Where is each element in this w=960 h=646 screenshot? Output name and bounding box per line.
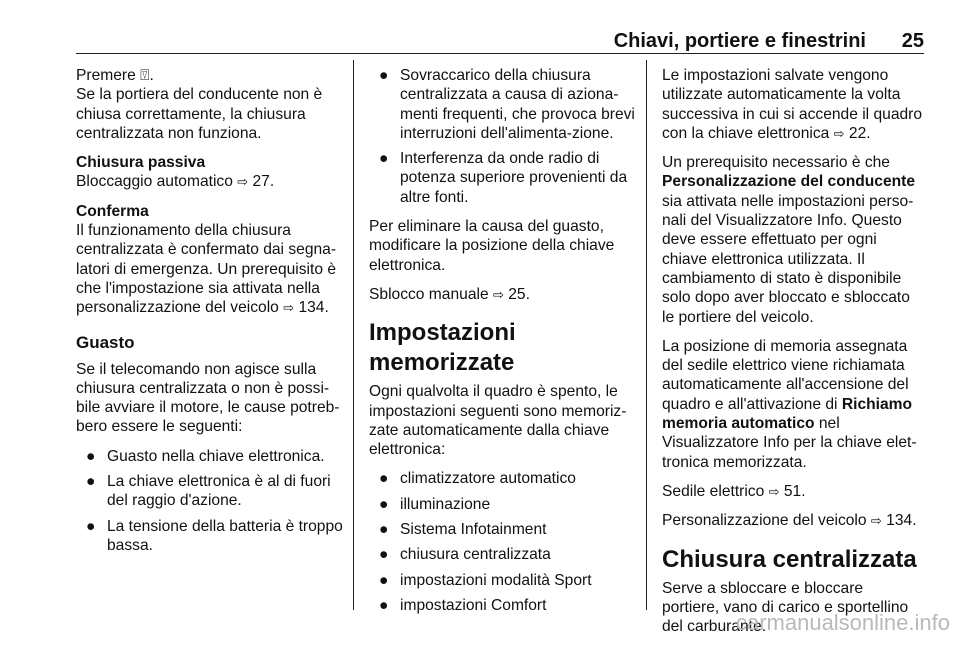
paragraph: Un prerequisito necessario è che Personalizzazione del conducente sia attivata nelle impostazioni perso-nali del Visualizzatore Info. Questo deve essere effettuato per ogni chiave elettronica utilizzata. Il cambiamento di stato è disponibile solo dopo aver bloccato e sbloccato le portiere del veicolo. [662,154,916,326]
paragraph: Sblocco manuale ⇨ 25. [369,285,530,303]
list-item: ● La chiave elettronica è al di fuori del raggio d'azione. [86,473,331,510]
page-ref-link[interactable]: 22. [848,124,871,142]
column-1 [76,66,344,565]
bullet-icon: ● [379,470,389,488]
bullet-icon: ● [379,150,389,168]
paragraph: Personalizzazione del veicolo ⇨ 134. [662,512,917,530]
section-heading-central-locking: Chiusura centralizzata [662,545,917,573]
paragraph: Ogni qualvolta il quadro è spento, le impostazioni seguenti sono memoriz-zate automaticamente dalla chiave elettronica: [369,383,627,459]
subheading-confirm: Conferma [76,202,149,220]
arrow-ref-icon: ⇨ [833,125,845,141]
list-item: ● Interferenza da onde radio di potenza superiore provenienti da altre fonti. [379,150,628,206]
list-item: ● illuminazione [379,495,491,513]
arrow-ref-icon: ⇨ [768,483,780,499]
bullet-icon: ● [86,517,96,535]
page-ref-link[interactable]: 27. [252,173,275,191]
page-ref-link[interactable]: 51. [783,482,806,500]
fault-list-cont [369,66,637,207]
page-title: Chiavi, portiere e finestrini [613,30,866,52]
list-item: ● impostazioni modalità Sport [379,571,592,589]
watermark: carmanualsonline.info [735,610,950,635]
bullet-icon: ● [379,571,389,589]
arrow-ref-icon: ⇨ [492,286,504,302]
bullet-icon: ● [379,67,389,84]
arrow-ref-icon: ⇨ [870,513,882,529]
page-ref-link[interactable]: 134. [886,512,917,530]
paragraph: Per eliminare la causa del guasto, modificare la posizione della chiave elettronica. [369,218,615,274]
list-item: ● Guasto nella chiave elettronica. [86,447,325,465]
header-rule [76,53,924,54]
page-ref-link[interactable]: 134. [298,299,329,317]
list-item: ● Sistema Infotainment [379,521,547,539]
paragraph: Se la portiera del conducente non è chiusa correttamente, la chiusura centralizzata non funziona. [76,86,323,142]
list-item: ● impostazioni Comfort [379,596,547,614]
arrow-ref-icon: ⇨ [283,300,295,316]
page-ref-link[interactable]: 25. [508,285,530,303]
section-heading-memory: Impostazioni memorizzate [369,319,516,377]
subheading-passive: Chiusura passiva [76,154,206,172]
paragraph: Premere ⍔. [76,67,154,84]
column-divider-1 [353,60,354,610]
page-number: 25 [901,30,924,52]
arrow-ref-icon: ⇨ [237,174,249,190]
paragraph: Serve a sbloccare e bloccare portiere, vano di carico e sportellino del carburante. [662,579,909,636]
fault-list [76,447,344,555]
paragraph: Il funzionamento della chiusura centralizzata è confermato dai segna-latori di emergenza. Un prerequisito è che l'impostazione sia attivata nella personalizzazione del veicolo ⇨ 134. [76,222,337,317]
bullet-icon: ● [379,546,389,564]
list-item: ● chiusura centralizzata [379,546,551,564]
paragraph: Se il telecomando non agisce sulla chiusura centralizzata o non è possi-bile avviare il motore, le cause potreb-bero essere le seguenti: [76,360,340,436]
paragraph: La posizione di memoria assegnata del sedile elettrico viene richiamata automaticamente all'accensione del quadro e all'attivazione di Richiamo memoria automatico nel Visualizzatore Info per la chiave elet-tronica memorizzata. [662,337,917,471]
bullet-icon: ● [86,447,96,465]
section-heading-fault: Guasto [76,332,135,352]
column-divider-2 [646,60,647,610]
paragraph: Le impostazioni salvate vengono utilizzate automaticamente la volta successiva in cui si accende il quadro con la chiave elettronica ⇨ 22. [662,67,923,142]
list-item: ● Sovraccarico della chiusura centralizzata a causa di aziona-menti frequenti, che provoca brevi interruzioni dell'alimenta-zione. [379,67,635,142]
paragraph: Sedile elettrico ⇨ 51. [662,482,806,500]
paragraph: Bloccaggio automatico ⇨ 27. [76,173,275,191]
bullet-icon: ● [86,473,96,491]
column-2 [369,66,637,625]
list-item: ● climatizzatore automatico [379,470,576,488]
bullet-icon: ● [379,495,389,513]
memory-list [369,469,637,615]
column-3 [662,66,924,646]
bullet-icon: ● [379,596,389,614]
list-item: ● La tensione della batteria è troppo bassa. [86,517,343,554]
bullet-icon: ● [379,521,389,539]
